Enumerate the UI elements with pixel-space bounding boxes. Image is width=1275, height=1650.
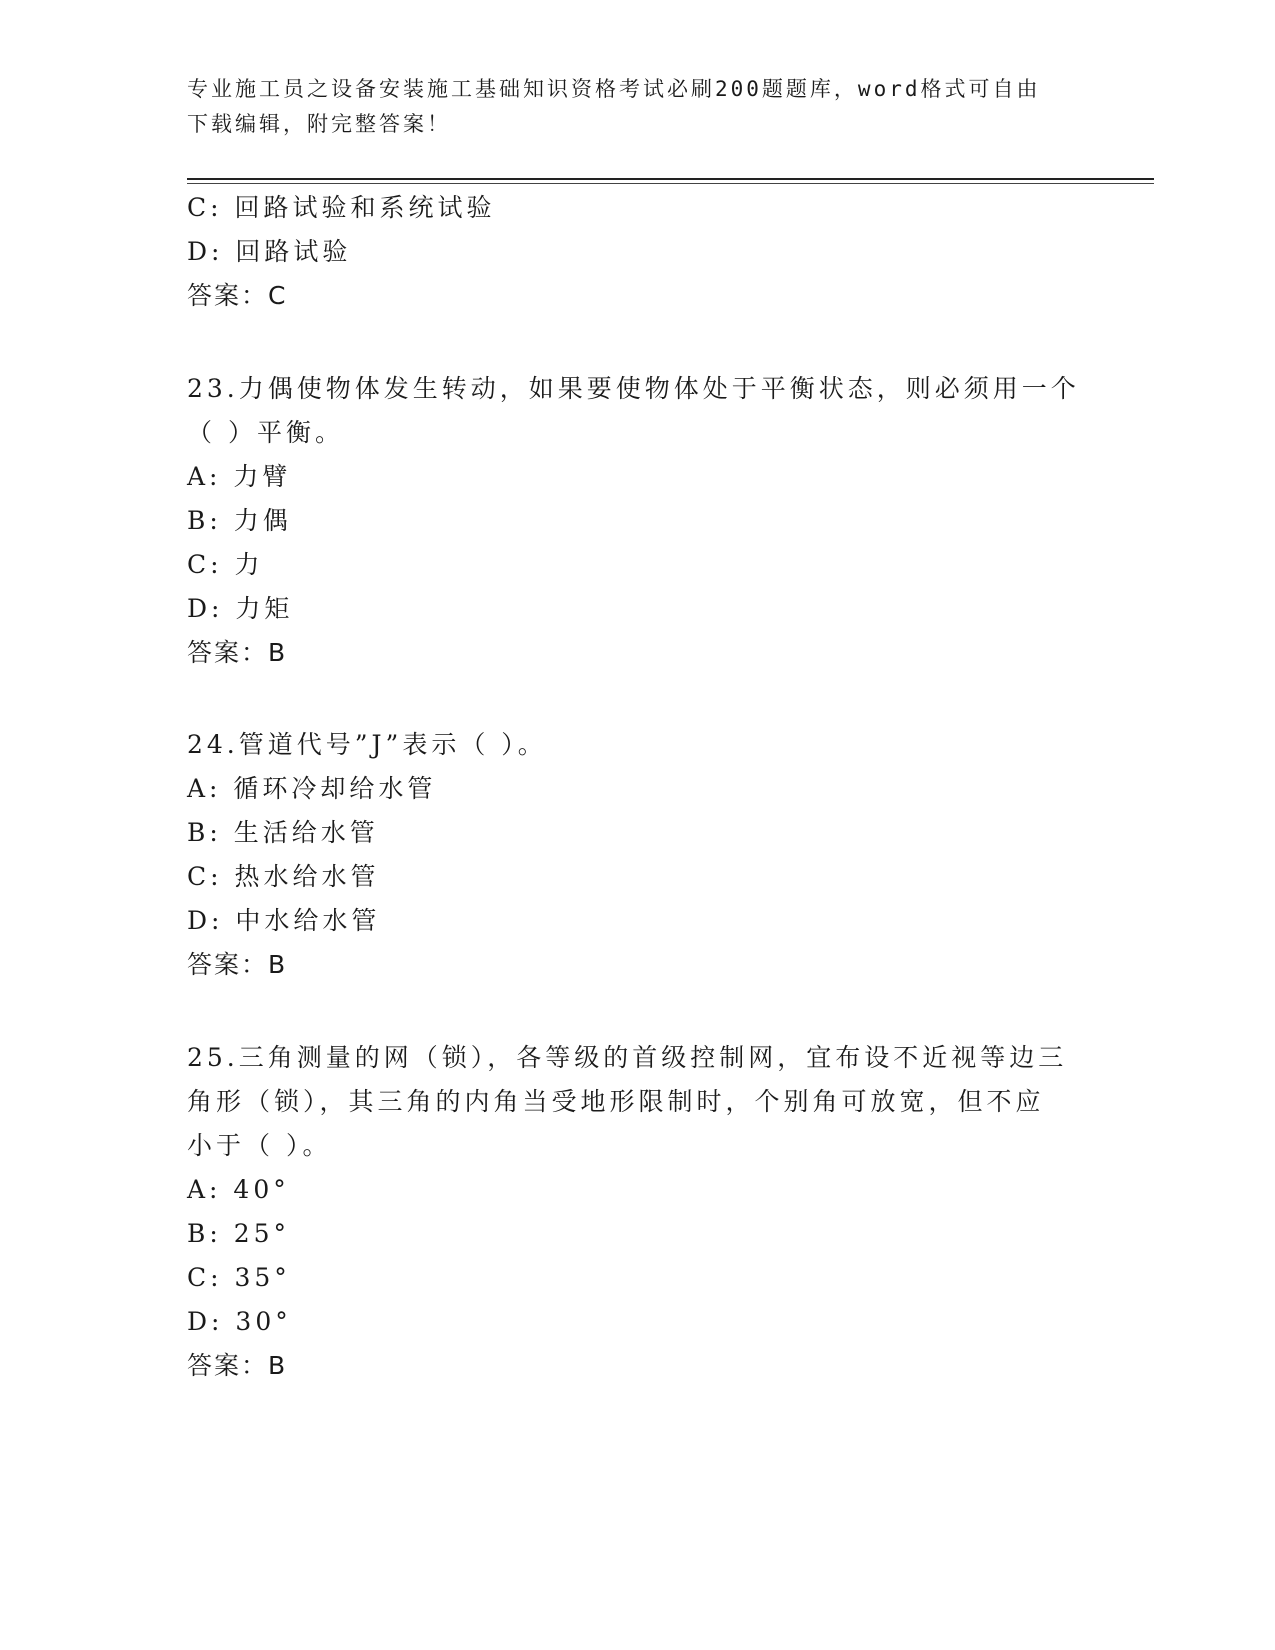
- q25-option-a: A: 40°: [187, 1175, 290, 1204]
- q25-stem-line-2: 角形（锁），其三角的内角当受地形限制时，个别角可放宽，但不应: [187, 1087, 1045, 1116]
- header-divider-thick: [187, 178, 1154, 180]
- q25-option-c: C: 35°: [187, 1263, 291, 1292]
- q24-option-a: A: 循环冷却给水管: [187, 774, 437, 803]
- q23-option-b: B: 力偶: [187, 506, 292, 535]
- header-line-1: 专业施工员之设备安装施工基础知识资格考试必刷200题题库，word格式可自由: [187, 77, 1041, 101]
- q23-option-a: A: 力臂: [187, 462, 292, 491]
- q24-option-c: C: 热水给水管: [187, 862, 380, 891]
- q24-option-b: B: 生活给水管: [187, 818, 379, 847]
- q22-answer: 答案：C: [187, 281, 288, 310]
- q23-answer: 答案：B: [187, 638, 288, 667]
- q23-option-d: D: 力矩: [187, 594, 294, 623]
- document-header: [187, 72, 1067, 142]
- q24-answer: 答案：B: [187, 950, 288, 979]
- header-line-2: 下载编辑，附完整答案！: [187, 112, 451, 136]
- q25-stem-line-1: 25.三角测量的网（锁），各等级的首级控制网，宜布设不近视等边三: [187, 1043, 1068, 1072]
- header-divider-thin: [187, 183, 1154, 184]
- q25-answer: 答案：B: [187, 1351, 288, 1380]
- q24-option-d: D: 中水给水管: [187, 906, 381, 935]
- q22-option-d: D: 回路试验: [187, 237, 352, 266]
- q23-stem-line-1: 23.力偶使物体发生转动，如果要使物体处于平衡状态，则必须用一个: [187, 374, 1080, 403]
- q24-stem-line-1: 24.管道代号”J”表示（ ）。: [187, 730, 547, 759]
- q25-option-b: B: 25°: [187, 1219, 291, 1248]
- q23-stem-line-2: （ ）平衡。: [187, 418, 344, 447]
- q25-option-d: D: 30°: [187, 1307, 292, 1336]
- q22-option-c: C: 回路试验和系统试验: [187, 193, 496, 222]
- q23-option-c: C: 力: [187, 550, 264, 579]
- q25-stem-line-3: 小于（ ）。: [187, 1131, 332, 1160]
